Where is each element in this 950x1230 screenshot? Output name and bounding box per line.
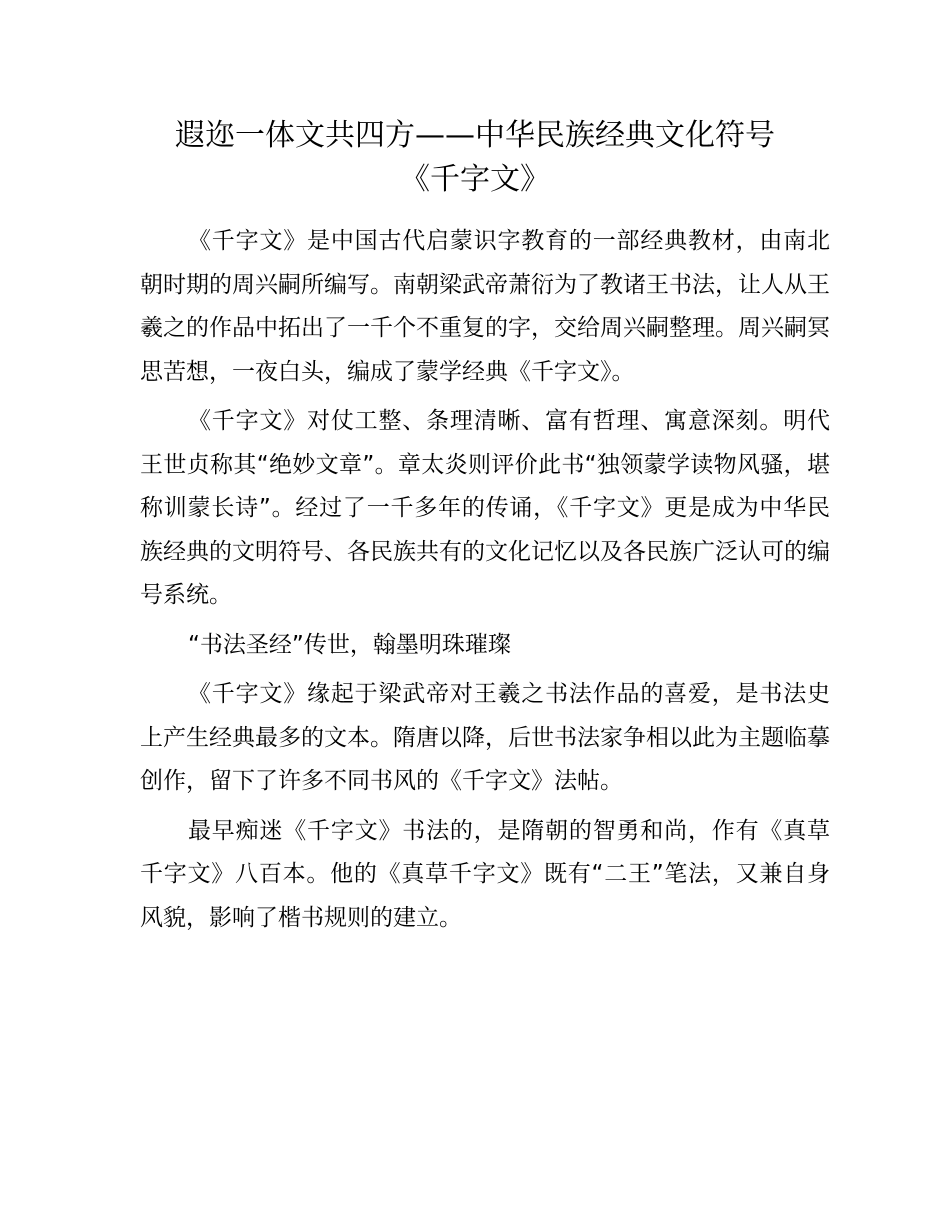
document-body xyxy=(140,220,830,946)
paragraph-calligraphy: 《千字文》缘起于梁武帝对王羲之书法作品的喜爱，是书法史上产生经典最多的文本。隋唐以降，后世书法家争相以此为主题临摹创作，留下了许多不同书风的《千字文》法帖。 xyxy=(140,681,830,794)
section-heading: “书法圣经”传世，翰墨明珠璀璨 xyxy=(188,631,511,658)
document-title-subtitle: 《千字文》 xyxy=(400,162,550,197)
document-title: 遐迩一体文共四方——中华民族经典文化符号 xyxy=(175,118,775,153)
paragraph-zhiyong: 最早痴迷《千字文》书法的，是隋朝的智勇和尚，作有《真草千字文》八百本。他的《真草千字文》既有“二王”笔法，又兼自身风貌，影响了楷书规则的建立。 xyxy=(140,817,830,931)
paragraph-intro: 《千字文》是中国古代启蒙识字教育的一部经典教材，由南北朝时期的周兴嗣所编写。南朝梁武帝萧衍为了教诸王书法，让人从王羲之的作品中拓出了一千个不重复的字，交给周兴嗣整理。周兴嗣冥思苦想，一夜白头，编成了蒙学经典《千字文》。 xyxy=(140,228,830,385)
paragraph-evaluation: 《千字文》对仗工整、条理清晰、富有哲理、寓意深刻。明代王世贞称其“绝妙文章”。章太炎则评价此书“独领蒙学读物风骚，堪称训蒙长诗”。经过了一千多年的传诵，《千字文》更是成为中华民族经典的文明符号、各民族共有的文化记忆以及各民族广泛认可的编号系统。 xyxy=(140,408,830,608)
